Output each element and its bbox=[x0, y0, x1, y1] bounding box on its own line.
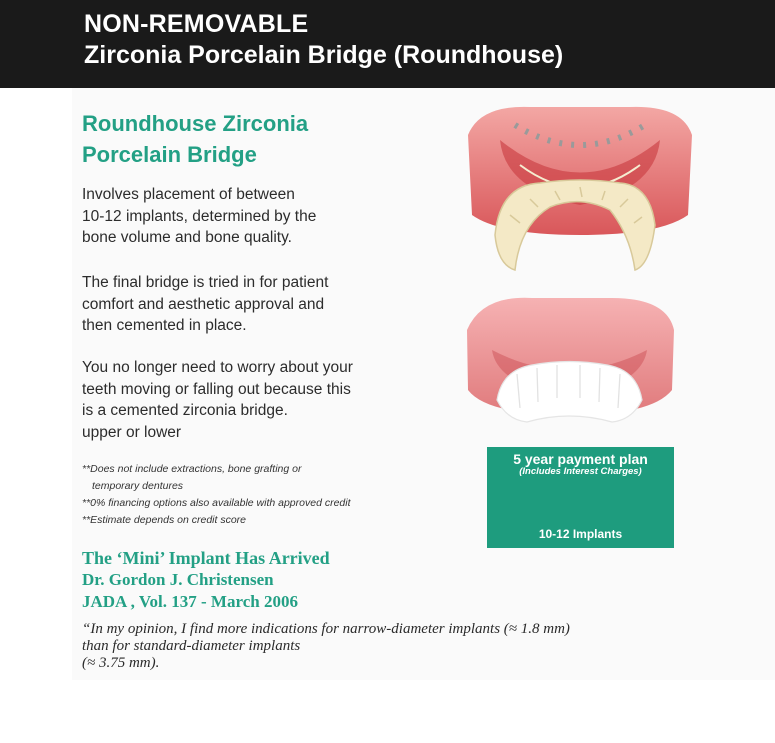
paragraph-line: Involves placement of between bbox=[82, 186, 295, 203]
quote-line: (≈ 3.75 mm). bbox=[82, 655, 160, 671]
reference-author: Dr. Gordon J. Christensen bbox=[82, 570, 274, 589]
reference-block bbox=[82, 547, 330, 613]
footnotes bbox=[82, 461, 412, 529]
paragraph-fitting bbox=[82, 272, 422, 337]
paragraph-line: comfort and aesthetic approval and bbox=[82, 295, 325, 313]
paragraph-line: You no longer need to worry about your bbox=[82, 359, 353, 376]
payment-subheading: (Includes Interest Charges) bbox=[519, 466, 642, 477]
quote-line: than for standard-diameter implants bbox=[82, 638, 301, 654]
paragraph-implants bbox=[82, 184, 422, 249]
paragraph-line: is a cemented zirconia bridge. bbox=[82, 402, 288, 419]
footnote: **Estimate depends on credit score bbox=[82, 514, 247, 526]
paragraph-line: 10-12 implants, determined by the bbox=[82, 207, 317, 225]
payment-footer: 10-12 Implants bbox=[538, 527, 623, 541]
paragraph-benefit bbox=[82, 357, 422, 443]
dental-model-implants-icon bbox=[460, 95, 700, 285]
paragraph-line: upper or lower bbox=[82, 423, 182, 441]
paragraph-line: bone volume and bone quality. bbox=[82, 229, 292, 246]
header-banner bbox=[0, 0, 775, 88]
payment-plan-box bbox=[487, 447, 674, 548]
quote-line: “In my opinion, I find more indications for narrow-diameter implants (≈ 1.8 mm) bbox=[82, 621, 570, 637]
quote-block bbox=[82, 621, 662, 672]
section-title-line: Roundhouse Zirconia bbox=[82, 111, 309, 136]
footnote: **0% financing options also available with approved credit bbox=[82, 497, 351, 509]
footnote: **Does not include extractions, bone grafting or bbox=[82, 463, 302, 475]
reference-title: The ‘Mini’ Implant Has Arrived bbox=[82, 548, 330, 568]
section-title-line: Porcelain Bridge bbox=[82, 142, 257, 167]
header-line-2: Zirconia Porcelain Bridge (Roundhouse) bbox=[84, 41, 564, 69]
section-title bbox=[82, 108, 412, 170]
reference-journal: JADA , Vol. 137 - March 2006 bbox=[82, 592, 298, 611]
header-line-1: NON-REMOVABLE bbox=[84, 10, 309, 38]
paragraph-line: The final bridge is tried in for patient bbox=[82, 274, 329, 291]
payment-heading: 5 year payment plan bbox=[513, 451, 648, 467]
dental-model-bridge-icon bbox=[462, 290, 677, 430]
paragraph-line: teeth moving or falling out because this bbox=[82, 380, 351, 398]
footnote: temporary dentures bbox=[92, 480, 184, 492]
paragraph-line: then cemented in place. bbox=[82, 317, 247, 334]
